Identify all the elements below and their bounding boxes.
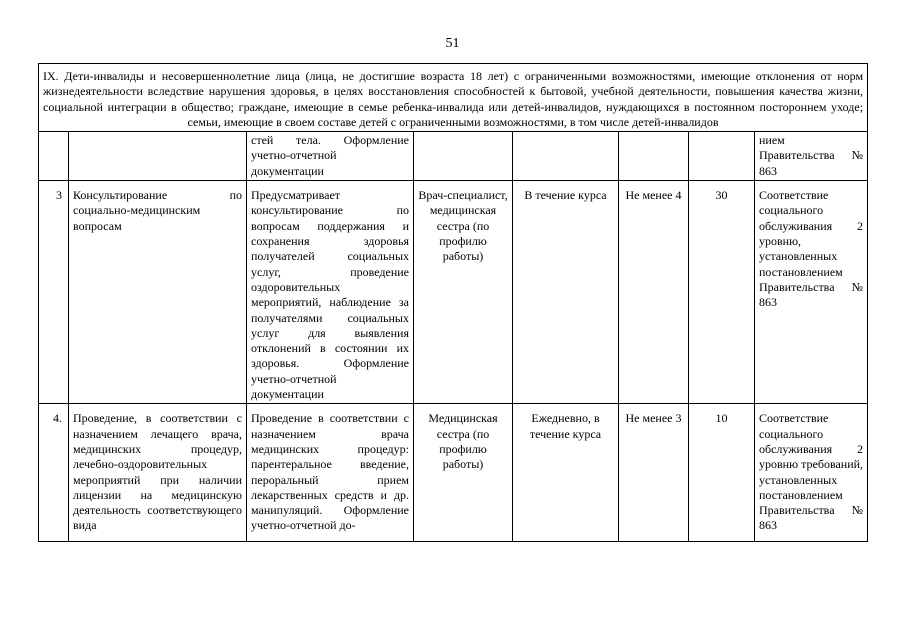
table-row (39, 404, 868, 542)
section-heading: IX. Дети-инвалиды и несовершеннолетние лица (лица, не достигшие возраста 18 лет) с ограниченными возможностями, имеющие отклонения от норм жизнедеятельности вследствие нарушения здоровья, в целях восстановления способностей к бытовой, учебной деятельности, повышения качества жизни, социальной интеграции в общество; граждане, имеющие в семье ребенка-инвалида или детей-инвалидов, нуждающихся в постоянном постороннем уходе; семьи, имеющие в своем составе детей с ограниченными возможностями, в том числе детей-инвалидов (39, 64, 868, 132)
cell-executor: Врач-специалист, медицинская сестра (по профилю работы) (414, 181, 513, 404)
cell-frequency (619, 132, 689, 181)
cell-executor: Медицинская сестра (по профилю работы) (414, 404, 513, 542)
table-row (39, 181, 868, 404)
cell-service: Проведение, в соответствии с назначением лечащего врача, медицинских процедур, лечебно-оздоровительных мероприятий при наличии лицензии на медицинскую деятельность соответствующего вида (69, 404, 247, 542)
cell-standard: Соответствие социального обслуживания 2 уровню, установленных постановлением Правительства № 863 (755, 181, 868, 404)
cell-period: Ежедневно, в течение курса (513, 404, 619, 542)
section-heading-row (39, 64, 868, 132)
table-row (39, 132, 868, 181)
cell-number: 3 (39, 181, 69, 404)
cell-executor (414, 132, 513, 181)
cell-description: стей тела. Оформление учетно-отчетной документации (247, 132, 414, 181)
cell-frequency: Не менее 3 (619, 404, 689, 542)
cell-description: Проведение в соответствии с назначением врача медицинских процедур: парентеральное введение, пероральный прием лекарственных средств и др. манипуляций. Оформление учетно-отчетной до- (247, 404, 414, 542)
cell-minutes: 10 (689, 404, 755, 542)
cell-frequency: Не менее 4 (619, 181, 689, 404)
cell-standard: нием Правительства № 863 (755, 132, 868, 181)
cell-number: 4. (39, 404, 69, 542)
cell-minutes (689, 132, 755, 181)
cell-minutes: 30 (689, 181, 755, 404)
services-table (38, 63, 868, 542)
page-number: 51 (445, 36, 460, 51)
cell-description: Предусматривает консультирование по вопросам поддержания и сохранения здоровья получателей социальных услуг, проведение оздоровительных мероприятий, наблюдение за получателями социальных услуг для выявления отклонений в состоянии их здоровья. Оформление учетно-отчетной документации (247, 181, 414, 404)
cell-number (39, 132, 69, 181)
cell-standard: Соответствие социального обслуживания 2 уровню требований, установленных постановлением Правительства № 863 (755, 404, 868, 542)
cell-service: Консультирование по социально-медицинским вопросам (69, 181, 247, 404)
cell-period (513, 132, 619, 181)
cell-service (69, 132, 247, 181)
cell-period: В течение курса (513, 181, 619, 404)
